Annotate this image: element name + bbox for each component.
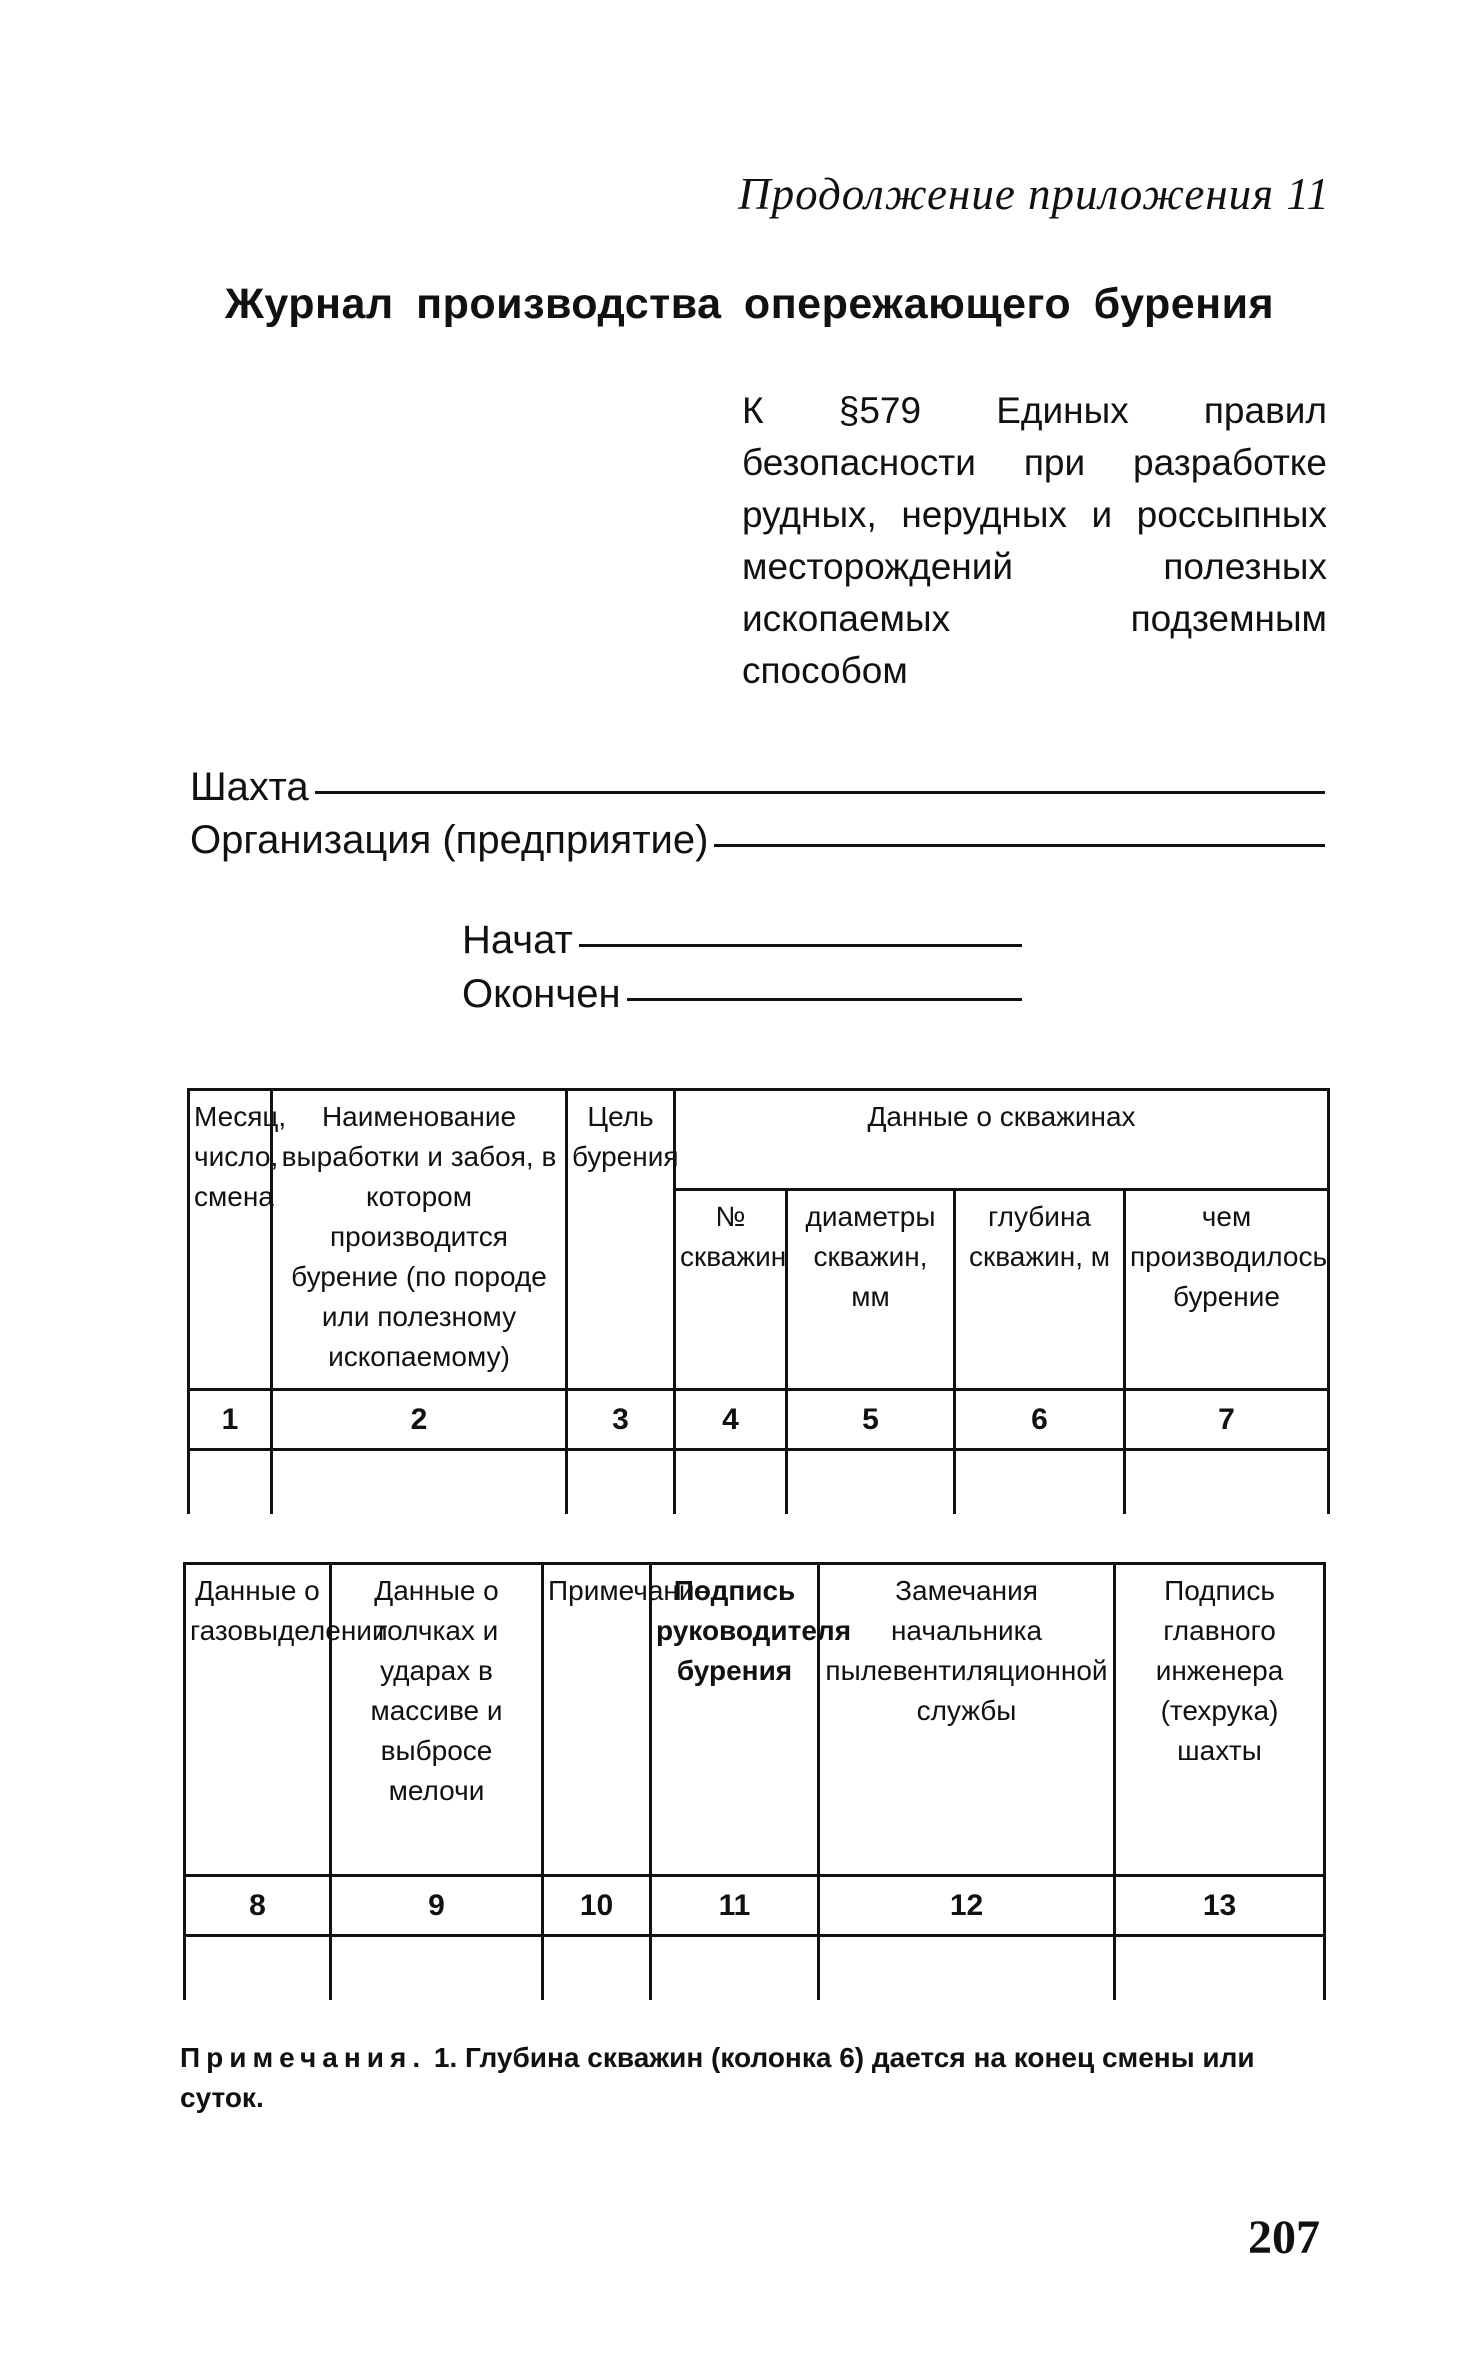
table2-number-row xyxy=(185,1876,1325,1936)
blank-cell xyxy=(272,1450,567,1514)
column-number: 4 xyxy=(675,1390,787,1450)
blank-cell xyxy=(955,1450,1125,1514)
regulation-reference: К §579 Единых правил безопасности при разработке рудных, нерудных и россыпных месторождений полезных ископаемых подземным способом xyxy=(742,390,1327,691)
blank-cell xyxy=(185,1936,331,2000)
blank-cell xyxy=(331,1936,543,2000)
organization-field xyxy=(190,818,1325,863)
header-borehole-data: Данные о скважинах xyxy=(675,1090,1329,1190)
column-number: 5 xyxy=(787,1390,955,1450)
blank-cell xyxy=(543,1936,651,2000)
column-number: 11 xyxy=(651,1876,819,1936)
table1-blank-row xyxy=(189,1450,1329,1514)
running-head: Продолжение приложения 11 xyxy=(738,169,1330,219)
mine-label: Шахта xyxy=(190,765,309,809)
header-rock-bursts: Данные о толчках и ударах в массиве и выбросе мелочи xyxy=(331,1564,543,1876)
table2-header-row xyxy=(185,1564,1325,1876)
footnote-lead: Примечания. xyxy=(180,2042,427,2073)
header-drilling-purpose: Цель бурения xyxy=(567,1090,675,1390)
page-number: 207 xyxy=(1248,2211,1320,2264)
started-blank-line xyxy=(579,943,1022,947)
blank-cell xyxy=(651,1936,819,2000)
journal-table-part2 xyxy=(183,1562,1326,2000)
document-title: Журнал производства опережающего бурения xyxy=(225,280,1275,328)
header-chief-engineer-signature: Подпись главного инженера (техрука) шахты xyxy=(1115,1564,1325,1876)
blank-cell xyxy=(787,1450,955,1514)
header-drilling-method: чем производилось бурение xyxy=(1125,1190,1329,1390)
column-number: 6 xyxy=(955,1390,1125,1450)
started-field xyxy=(462,918,1022,963)
header-remark: Примечание xyxy=(543,1564,651,1876)
blank-cell xyxy=(675,1450,787,1514)
column-number: 9 xyxy=(331,1876,543,1936)
blank-cell xyxy=(567,1450,675,1514)
table2-blank-row xyxy=(185,1936,1325,2000)
blank-cell xyxy=(1115,1936,1325,2000)
mine-field xyxy=(190,765,1325,810)
finished-field xyxy=(462,972,1022,1017)
blank-cell xyxy=(1125,1450,1329,1514)
header-drilling-supervisor-signature: Подпись руководителя бурения xyxy=(651,1564,819,1876)
column-number: 12 xyxy=(819,1876,1115,1936)
column-number: 10 xyxy=(543,1876,651,1936)
header-borehole-number: № скважин xyxy=(675,1190,787,1390)
header-ventilation-chief-remarks: Замечания начальника пылевентиляционной службы xyxy=(819,1564,1115,1876)
organization-label: Организация (предприятие) xyxy=(190,818,709,862)
footnote-text: 1. Глубина скважин (колонка 6) дается на конец смены или суток. xyxy=(180,2042,1255,2113)
started-label: Начат xyxy=(462,918,573,962)
header-month-date-shift: Месяц, число, смена xyxy=(189,1090,272,1390)
footnote xyxy=(180,2038,1330,2118)
organization-blank-line xyxy=(714,843,1325,847)
header-borehole-depth: глубина скважин, м xyxy=(955,1190,1125,1390)
blank-cell xyxy=(819,1936,1115,2000)
column-number: 13 xyxy=(1115,1876,1325,1936)
column-number: 8 xyxy=(185,1876,331,1936)
table1-header-row xyxy=(189,1090,1329,1190)
table1-number-row xyxy=(189,1390,1329,1450)
finished-label: Окончен xyxy=(462,972,621,1016)
column-number: 7 xyxy=(1125,1390,1329,1450)
column-number: 1 xyxy=(189,1390,272,1450)
finished-blank-line xyxy=(627,997,1022,1001)
header-borehole-diameter: диаметры скважин, мм xyxy=(787,1190,955,1390)
header-working-name: Наименование выработки и забоя, в котором производится бурение (по породе или полезному ископаемому) xyxy=(272,1090,567,1390)
mine-blank-line xyxy=(315,790,1325,794)
journal-table-part1 xyxy=(187,1088,1330,1514)
column-number: 2 xyxy=(272,1390,567,1450)
header-gas-emission: Данные о газовыделении xyxy=(185,1564,331,1876)
blank-cell xyxy=(189,1450,272,1514)
column-number: 3 xyxy=(567,1390,675,1450)
